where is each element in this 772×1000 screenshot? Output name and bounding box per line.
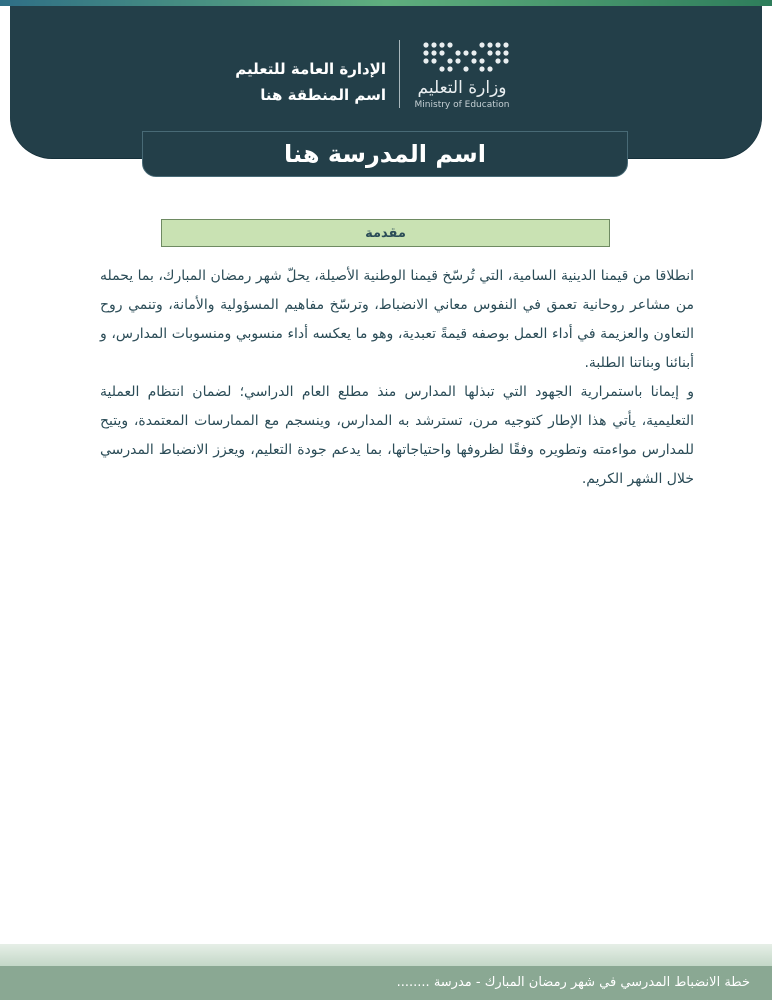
ministry-dots-icon — [420, 40, 512, 74]
section-title: مقدمة — [365, 225, 406, 241]
paragraph-1: انطلاقا من قيمنا الدينية السامية، التي تُرسّخ قيمنا الوطنية الأصيلة، يحلّ شهر رمضان المبارك، بما يحمله من مشاعر روحانية تعمق في النفوس معاني الانضباط، وترسّخ مفاهيم المسؤولية والأمانة، وتنمي روح التعاون والعزيمة في أداء العمل بوصفه قيمةً تعبدية، وهو ما يعكسه أداء منسوبي ومنسوبات المدارس، و أبنائنا وبناتنا الطلبة. — [100, 268, 694, 371]
paragraph-2: و إيمانا باستمرارية الجهود التي تبذلها المدارس منذ مطلع العام الدراسي؛ لضمان انتظام العملية التعليمية، يأتي هذا الإطار كتوجيه مرن، تسترشد به المدارس، وينسجم مع الممارسات المعتمدة، ويتيح للمدارس مواءمته وتطويره وفقًا لظروفها واحتياجاتها، بما يدعم جودة التعليم، ويعزز الانضباط المدرسي خلال الشهر الكريم. — [100, 384, 694, 487]
general-administration-title: الإدارة العامة للتعليم — [235, 60, 386, 78]
region-name: اسم المنطقة هنا — [260, 86, 386, 104]
school-name: اسم المدرسة هنا — [284, 140, 486, 168]
header-divider — [399, 40, 400, 108]
footer-text: خطة الانضباط المدرسي في شهر رمضان المبارك - مدرسة ........ — [396, 975, 750, 990]
ministry-name-en: Ministry of Education — [414, 100, 510, 110]
introduction-text — [100, 262, 694, 494]
ministry-logo — [410, 38, 520, 118]
ministry-name-ar: وزارة التعليم — [417, 78, 507, 98]
administration-block — [190, 58, 386, 106]
section-title-box — [161, 219, 610, 247]
school-name-banner — [142, 131, 628, 177]
